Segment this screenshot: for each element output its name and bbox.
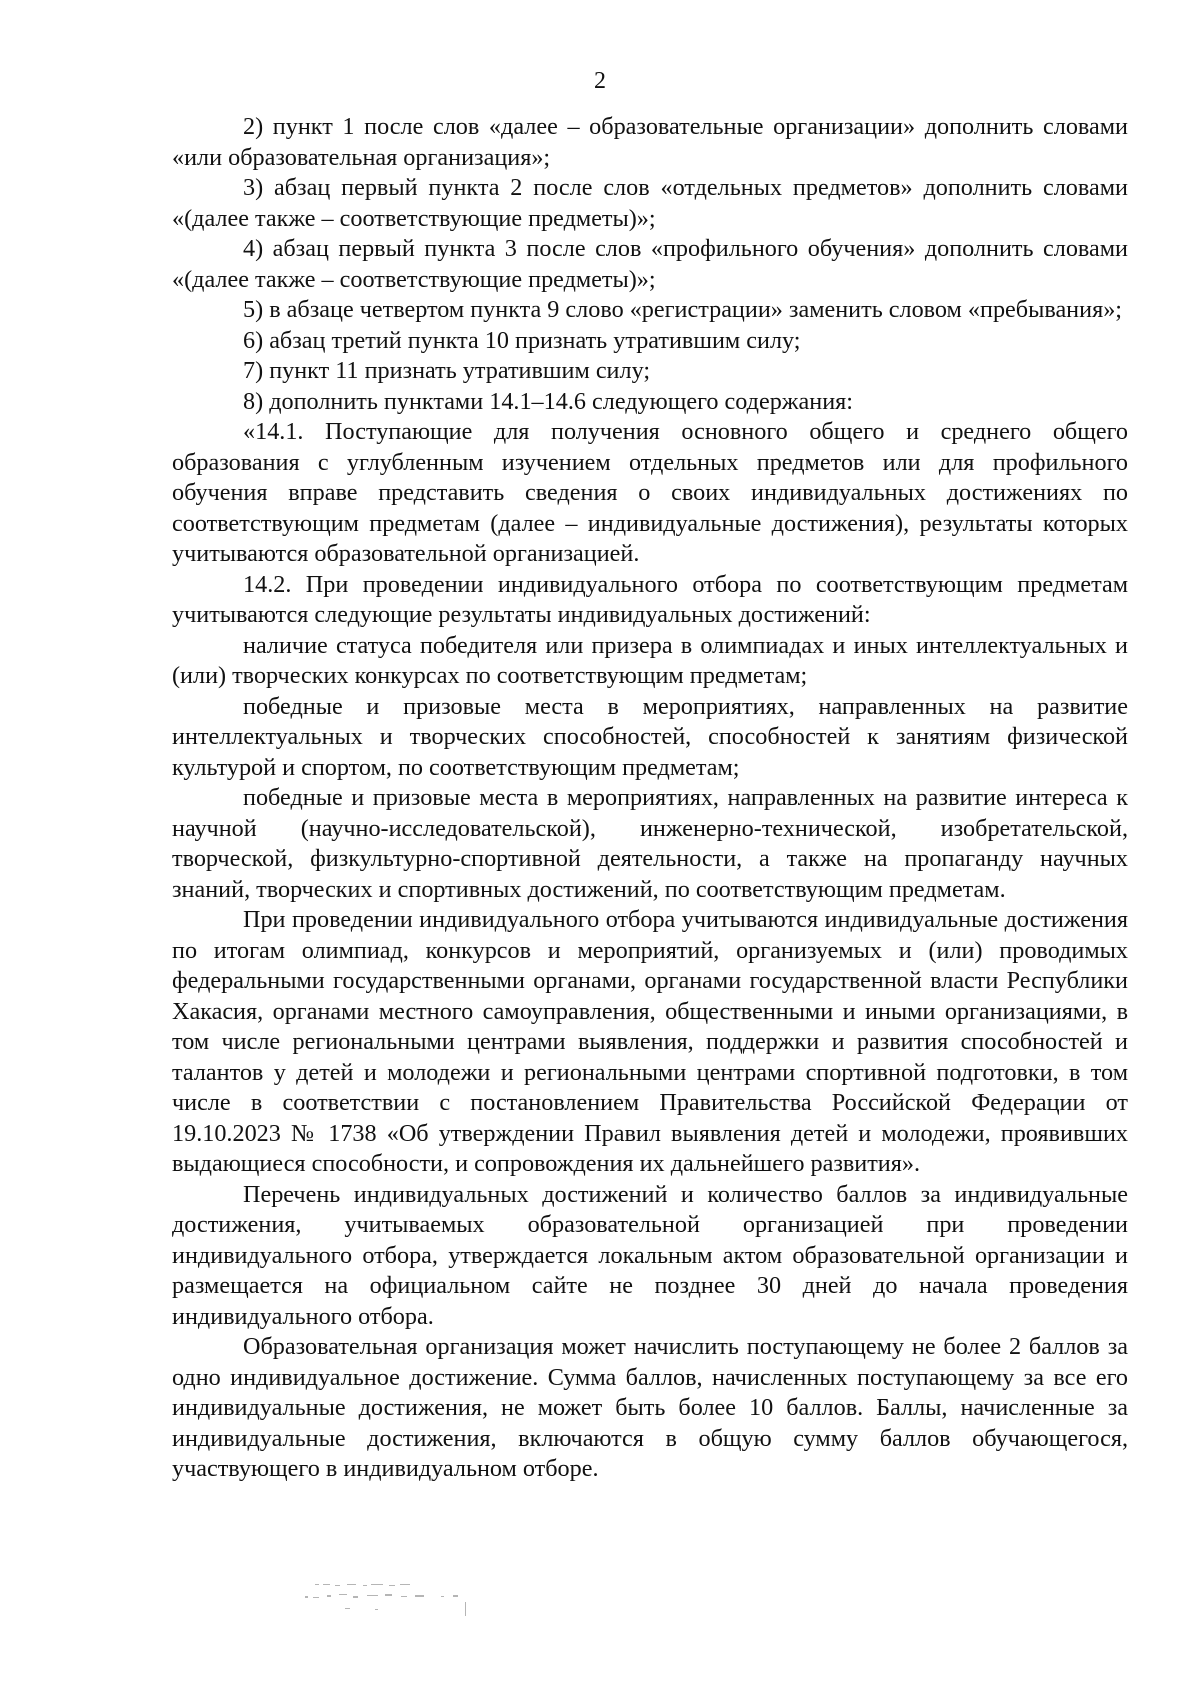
paragraph-amendment-6: 6) абзац третий пункта 10 признать утратившим силу; [243, 326, 801, 354]
paragraph-clause-14-2: 14.2. При проведении индивидуального отбора по соответствующим предметам учитываются следующие результаты индивидуальных достижений: [172, 570, 1128, 628]
paragraph-achievement-list: Перечень индивидуальных достижений и количество баллов за индивидуальные достижения, учитываемых образовательной организацией при проведении индивидуального отбора, утверждается локальным актом образовательной организации и размещается на официальном сайте не позднее 30 дней до начала проведения индивидуального отбора. [172, 1180, 1128, 1330]
paragraph-points: Образовательная организация может начислить поступающему не более 2 баллов за одно индивидуальное достижение. Сумма баллов, начисленных поступающему за все его индивидуальные достижения, не может быть более 10 баллов. Баллы, начисленные за индивидуальные достижения, включаются в общую сумму баллов обучающегося, участвующего в индивидуальном отборе. [172, 1333, 1128, 1482]
paragraph-amendment-8: 8) дополнить пунктами 14.1–14.6 следующего содержания: [243, 387, 853, 415]
scan-artifact [305, 1582, 485, 1622]
paragraph-amendment-4: 4) абзац первый пункта 3 после слов «профильного обучения» дополнить словами «(далее также – соответствующие предметы)»; [172, 235, 1128, 293]
document-body [172, 112, 1128, 1485]
paragraph-amendment-3: 3) абзац первый пункта 2 после слов «отдельных предметов» дополнить словами «(далее также – соответствующие предметы)»; [172, 174, 1128, 232]
paragraph-achievement-interest: победные и призовые места в мероприятиях, направленных на развитие интереса к научной (научно-исследовательской), инженерно-технической, изобретательской, творческой, физкультурно-спортивной деятельности, а также на пропаганду научных знаний, творческих и спортивных достижений, по соответствующим предметам. [172, 784, 1128, 903]
paragraph-amendment-5: 5) в абзаце четвертом пункта 9 слово «регистрации» заменить словом «пребывания»; [243, 296, 1123, 323]
paragraph-achievement-status: наличие статуса победителя или призера в олимпиадах и иных интеллектуальных и (или) творческих конкурсах по соответствующим предметам; [172, 631, 1128, 689]
paragraph-selection-events: При проведении индивидуального отбора учитываются индивидуальные достижения по итогам олимпиад, конкурсов и мероприятий, организуемых и (или) проводимых федеральными государственными органами, органами государственной власти Республики Хакасия, органами местного самоуправления, общественными и иными организациями, в том числе региональными центрами выявления, поддержки и развития способностей и талантов у детей и молодежи и региональными центрами спортивной подготовки, в том числе в соответствии с постановлением Правительства Российской Федерации от 19.10.2023 № 1738 «Об утверждении Правил выявления детей и молодежи, проявивших выдающиеся способности, и сопровождения их дальнейшего развития». [172, 906, 1128, 1177]
paragraph-achievement-places: победные и призовые места в мероприятиях, направленных на развитие интеллектуальных и творческих способностей, способностей к занятиям физической культурой и спортом, по соответствующим предметам; [172, 692, 1128, 781]
page-number: 2 [594, 68, 606, 94]
paragraph-clause-14-1: «14.1. Поступающие для получения основного общего и среднего общего образования с углубленным изучением отдельных предметов или для профильного обучения вправе представить сведения о своих индивидуальных достижениях по соответствующим предметам (далее – индивидуальные достижения), результаты которых учитываются образовательной организацией. [172, 418, 1128, 567]
paragraph-amendment-7: 7) пункт 11 признать утратившим силу; [243, 357, 651, 384]
paragraph-amendment-2: 2) пункт 1 после слов «далее – образовательные организации» дополнить словами «или образовательная организация»; [172, 113, 1128, 171]
